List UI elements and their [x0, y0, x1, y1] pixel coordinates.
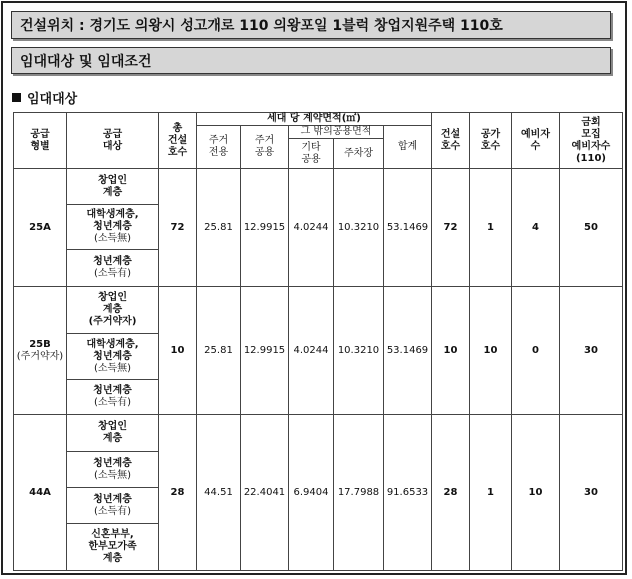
header-sum: 합계 — [384, 126, 432, 169]
table-row — [14, 169, 623, 205]
other-common-cell: 4.0244 — [289, 169, 334, 287]
target-cell: 청년계층 (소득無) — [67, 452, 159, 488]
built-units-cell: 10 — [432, 287, 470, 415]
header-reserve: 예비자 수 — [512, 113, 560, 169]
conditions-text: 임대대상 및 임대조건 — [20, 53, 152, 70]
sum-cell: 91.6533 — [384, 415, 432, 571]
res-exclusive-cell: 25.81 — [197, 169, 241, 287]
reserve-cell: 0 — [512, 287, 560, 415]
res-common-cell: 22.4041 — [241, 415, 289, 571]
reserve-cell: 4 — [512, 169, 560, 287]
target-cell: 대학생계층, 청년계층 (소득無) — [67, 205, 159, 250]
parking-cell: 10.3210 — [334, 287, 384, 415]
total-units-cell: 28 — [159, 415, 197, 571]
square-bullet-icon — [12, 93, 21, 102]
section-heading — [12, 88, 77, 107]
section-title: 임대대상 — [27, 92, 78, 107]
total-units-cell: 10 — [159, 287, 197, 415]
res-exclusive-cell: 25.81 — [197, 287, 241, 415]
built-units-cell: 28 — [432, 415, 470, 571]
target-cell: 청년계층 (소득有) — [67, 250, 159, 287]
location-text: 건설위치 : 경기도 의왕시 성고개로 110 의왕포일 1블럭 창업지원주택 110호 — [20, 18, 503, 34]
recruit-reserve-cell: 30 — [560, 415, 623, 571]
recruit-reserve-cell: 50 — [560, 169, 623, 287]
sum-cell: 53.1469 — [384, 287, 432, 415]
supply-type-cell: 25B (주거약자) — [14, 287, 67, 415]
target-cell: 대학생계층, 청년계층 (소득無) — [67, 334, 159, 380]
table-row — [14, 287, 623, 334]
header-built-units: 건설 호수 — [432, 113, 470, 169]
header-supply-target: 공급 대상 — [67, 113, 159, 169]
res-exclusive-cell: 44.51 — [197, 415, 241, 571]
other-common-cell: 6.9404 — [289, 415, 334, 571]
header-other-common-group: 그 밖의공용면적 — [289, 126, 384, 139]
header-area-group: 세대 당 계약면적(㎡) — [197, 113, 432, 126]
conditions-title — [11, 47, 611, 74]
target-cell: 창업인 계층 (주거약자) — [67, 287, 159, 334]
table-row — [14, 415, 623, 452]
header-parking: 주차장 — [334, 139, 384, 169]
built-units-cell: 72 — [432, 169, 470, 287]
rental-table — [13, 112, 623, 571]
sum-cell: 53.1469 — [384, 169, 432, 287]
other-common-cell: 4.0244 — [289, 287, 334, 415]
target-cell: 청년계층 (소득有) — [67, 380, 159, 415]
header-supply-type: 공급 형별 — [14, 113, 67, 169]
parking-cell: 10.3210 — [334, 169, 384, 287]
header-res-exclusive: 주거 전용 — [197, 126, 241, 169]
vacant-units-cell: 1 — [470, 169, 512, 287]
location-title — [11, 11, 611, 39]
target-cell: 창업인 계층 — [67, 415, 159, 452]
target-cell: 창업인 계층 — [67, 169, 159, 205]
total-units-cell: 72 — [159, 169, 197, 287]
res-common-cell: 12.9915 — [241, 287, 289, 415]
recruit-reserve-cell: 30 — [560, 287, 623, 415]
target-cell: 신혼부부, 한부모가족 계층 — [67, 524, 159, 571]
parking-cell: 17.7988 — [334, 415, 384, 571]
header-vacant-units: 공가 호수 — [470, 113, 512, 169]
reserve-cell: 10 — [512, 415, 560, 571]
vacant-units-cell: 1 — [470, 415, 512, 571]
header-res-common: 주거 공용 — [241, 126, 289, 169]
supply-type-cell: 44A — [14, 415, 67, 571]
target-cell: 청년계층 (소득有) — [67, 488, 159, 524]
vacant-units-cell: 10 — [470, 287, 512, 415]
res-common-cell: 12.9915 — [241, 169, 289, 287]
header-other-common: 기타 공용 — [289, 139, 334, 169]
document-frame — [1, 1, 627, 575]
supply-type-cell: 25A — [14, 169, 67, 287]
header-recruit-reserve: 금회 모집 예비자수 (110) — [560, 113, 623, 169]
header-total-units: 총 건설 호수 — [159, 113, 197, 169]
